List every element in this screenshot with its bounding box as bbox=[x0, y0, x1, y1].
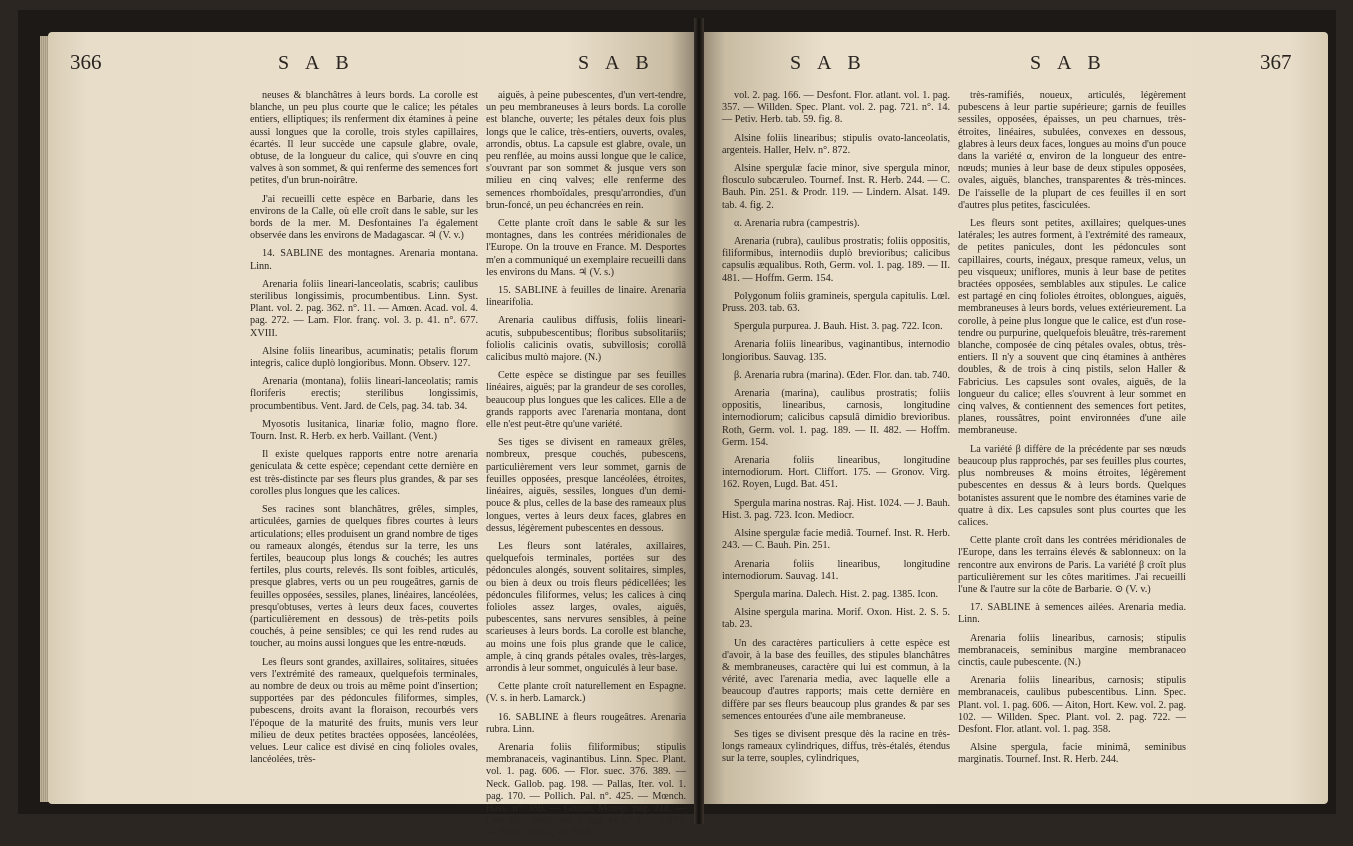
paragraph: Arenaria foliis linearibus, longitudine internodiorum. Hort. Cliffort. 175. — Gronov. Virg. 162. Royen, Lugd. Bat. 451. bbox=[722, 455, 950, 491]
paragraph: très-ramifiés, noueux, articulés, légèrement pubescens à leur partie supérieure; garnis de feuilles sessiles, opposées, épaisses, un peu charnues, très-étroites, linéaires, subulées, convexes en dessous, glabres à leurs deux faces, longues au moins d'un pouce dans la variété α, environ de la longueur des entre-nœuds; munies à leur base de deux stipules opposées, ovales, aiguës, blanches, transparentes & très-minces. De l'aisselle de la plupart de ces feuilles il en sort d'autres plus petites, fasciculées. bbox=[958, 90, 1186, 211]
paragraph: Alsine foliis linearibus; stipulis ovato-lanceolatis, argenteis. Haller, Helv. n°. 872. bbox=[722, 132, 950, 156]
left-page-column-1 bbox=[250, 90, 478, 772]
page-number: 366 bbox=[70, 50, 102, 74]
paragraph: Arenaria caulibus diffusis, foliis lineari-acutis, subpubescentibus; floribus subsolitariis; foliolis calicinis ovatis, subvillosis; corollâ calicibus multò majore. (N.) bbox=[486, 315, 686, 364]
paragraph: Spergula marina nostras. Raj. Hist. 1024. — J. Bauh. Hist. 3. pag. 723. Icon. Mediocr. bbox=[722, 497, 950, 521]
paragraph: 16. SABLINE à fleurs rougeâtres. Arenaria rubra. Linn. bbox=[486, 711, 686, 735]
running-head: S A B bbox=[578, 52, 655, 74]
page-number: 367 bbox=[1260, 50, 1292, 74]
paragraph: Ses tiges se divisent en rameaux grêles, nombreux, presque couchés, pubescens, particulièrement vers leur sommet, garnis de feuilles opposées, presque lancéolées, étroites, linéaires, aiguës, sessiles, longues d'un demi-pouce & plus, celles de la base des rameaux plus longues, vertes à leurs deux faces, glabres en dessus, légèrement pubescentes en dessous. bbox=[486, 437, 686, 534]
book-spine bbox=[694, 18, 704, 824]
book-spread bbox=[18, 10, 1336, 839]
paragraph: Les fleurs sont grandes, axillaires, solitaires, situées vers l'extrémité des rameaux, quelquefois terminales, au nombre de deux ou trois au même point d'insertion; supportées par des pédoncules filiformes, simples, pubescens, droits avant la floraison, recourbés vers l'époque de la maturité des fruits, munis vers leur milieu de deux petites bractées opposées, lancéolées, velues. Leur calice est divisé en cinq folioles ovales, lancéolées, très- bbox=[250, 656, 478, 766]
paragraph: Alsine spergulæ facie mediâ. Tournef. Inst. R. Herb. 243. — C. Bauh. Pin. 251. bbox=[722, 528, 950, 552]
paragraph: 15. SABLINE à feuilles de linaire. Arenaria linearifolia. bbox=[486, 285, 686, 309]
paragraph: Il existe quelques rapports entre notre arenaria geniculata & cette espèce; cependant cette dernière en est très-distincte par ses fleurs plus grandes, & par ses corolles plus longues que les calices. bbox=[250, 449, 478, 497]
paragraph: Spergula purpurea. J. Bauh. Hist. 3. pag. 722. Icon. bbox=[734, 321, 943, 333]
paragraph: Arenaria (marina), caulibus prostratis; foliis oppositis, linearibus, carnosis, longitudine internodiorum; calicibus capsulâ dimidio brevioribus. Roth, Germ. vol. 1. pag. 189. — II. 482. — Hoffm. Germ. 154. bbox=[722, 388, 950, 448]
left-page-column-2 bbox=[486, 90, 686, 846]
paragraph: Myosotis lusitanica, linariæ folio, magno flore. Tourn. Inst. R. Herb. ex herb. Vaillant. (Vent.) bbox=[250, 418, 478, 443]
paragraph: aiguës, à peine pubescentes, d'un vert-tendre, un peu membraneuses à leurs bords. La corolle est blanche, ouverte; les pétales deux fois plus longs que le calice, très-entiers, ouverts, ovales, arrondis, obtus. La capsule est glabre, ovale, un peu renflée, au moins aussi longue que le calice, s'ouvrant par son sommet & jusque vers son milieu en cinq valves; elle renferme des semences rhomboïdales, presqu'arrondies, d'un brun-foncé, un peu échancrées en rein. bbox=[486, 90, 686, 211]
paragraph: Un des caractères particuliers à cette espèce est d'avoir, à la base des feuilles, des stipules blanchâtres & membraneuses, caractère qui lui est commun, à la vérité, avec l'arenaria media, avec laquelle elle a beaucoup d'autres rapports; mais cette dernière en diffère par ses fleurs beaucoup plus grandes & par ses semences entourées d'une aile membraneuse. bbox=[722, 637, 950, 722]
right-page-header bbox=[700, 50, 1328, 80]
left-page-header bbox=[48, 50, 696, 80]
paragraph: Arenaria (montana), foliis lineari-lanceolatis; ramis floriferis erectis; sterilibus longissimis, procumbentibus. Vent. Jard. de Cels, pag. 34. tab. 34. bbox=[250, 376, 478, 412]
paragraph: α. Arenaria rubra (campestris). bbox=[734, 217, 860, 229]
paragraph: Cette espèce se distingue par ses feuilles linéaires, aiguës; par la grandeur de ses corolles, beaucoup plus longues que les calices. Elle a de grands rapports avec l'arenaria montana, dont elle n'est peut-être qu'une variété. bbox=[486, 370, 686, 431]
right-page bbox=[700, 32, 1328, 804]
running-head: S A B bbox=[790, 52, 867, 74]
paragraph: Ses racines sont blanchâtres, grêles, simples, articulées, garnies de quelques fibres courtes à leurs articulations; elles produisent un grand nombre de tiges ou rameaux alongés, étendus sur la terre, les uns fertiles, beaucoup plus longs & couchés; les autres fertiles, plus courts, relevés. Ils sont foibles, articulés, presque glabres, verts ou un peu rougeâtres, garnis de feuilles opposées, sessiles, planes, linéaires, lancéolées, presqu'obtuses, vertes à leurs deux faces, couvertes (particulièrement en dessous) de très-petits poils couchés, à peine sensibles; ce qui les rend rudes au toucher, au moins aussi longues que les entre-nœuds. bbox=[250, 504, 478, 650]
paragraph: Les fleurs sont petites, axillaires; quelques-unes latérales; les autres forment, à l'extrémité des rameaux, de petites panicules, dont les pédoncules sont capillaires, courts, inégaux, presque rameux, velus, un peu visqueux; uniflores, munis à leur base de petites bractées opposées, semblables aux stipules. Le calice est partagé en cinq folioles étroites, oblongues, aiguës, membraneuses à leurs bords, velues extérieurement. La corolle, à peine plus longue que le calice, est d'un rose-tendre ou purpurine, quelquefois bleuâtre, très-rarement blanche, composée de cinq pétales ovales, obtus, très-entiers. Il n'y a souvent que cinq étamines à anthères doubles, & de trois à cinq pistils, selon Haller & Fabricius. Les capsules sont ovales, aiguës, de la longueur du calice; elles s'ouvrent à leur sommet en cinq valves, & contiennent des semences fort petites, planes, roussâtres, point environnées d'une aile membraneuse. bbox=[958, 218, 1186, 437]
paragraph: La variété β diffère de la précédente par ses nœuds beaucoup plus rapprochés, par ses feuilles plus courtes, plus nombreuses & moins étroites, légèrement pubescentes en dessus & à leurs bords. Quelques botanistes assurent que le nombre des étamines varie de quatre à dix. Les capsules sont plus courtes que les calices. bbox=[958, 443, 1186, 528]
paragraph: Arenaria foliis linearibus, vaginantibus, internodio longioribus. Sauvag. 135. bbox=[722, 339, 950, 363]
paragraph: Polygonum foliis gramineis, spergula capitulis. Lœl. Pruss. 203. tab. 63. bbox=[722, 290, 950, 315]
paragraph: Arenaria foliis filiformibus; stipulis membranaceis, vaginantibus. Linn. Spec. Plant. vol. 1. pag. 606. — Flor. suec. 376. 389. — Neck. Gallob. pag. 198. — Pallas, Iter. vol. 1. pag. 170. — Pollich. Pal. n°. 425. — Mœnch. Hass. n°. 359. — Gouan, Monsp. pag. 218. — Lam. Flor. franç. vol. 3. pag. 44. n°. 677. XXVI. — Poiret, Voyag. en Barb. bbox=[486, 741, 686, 839]
running-head: S A B bbox=[278, 52, 355, 74]
right-page-column-1 bbox=[722, 90, 950, 772]
paragraph: β. Arenaria rubra (marina). Œder. Flor. dan. tab. 740. bbox=[734, 369, 950, 381]
paragraph: Arenaria (rubra), caulibus prostratis; foliis oppositis, filiformibus, internodiis duplò brevioribus; calicibus capsulis æqualibus. Roth, Germ. vol. 1. pag. 189. — II. 481. — Hoffm. Germ. 154. bbox=[722, 236, 950, 284]
paragraph: J'ai recueilli cette espèce en Barbarie, dans les environs de la Calle, où elle croît dans le sable, sur les bords de la mer. M. Desfontaines l'a également observée dans les environs de Madagascar. ♃ (V. v.) bbox=[250, 193, 478, 242]
paragraph: vol. 2. pag. 166. — Desfont. Flor. atlant. vol. 1. pag. 357. — Willden. Spec. Plant. vol. 2. pag. 721. n°. 14. — Petiv. Herb. tab. 59. fig. 8. bbox=[722, 90, 950, 126]
paragraph: Arenaria foliis linearibus, longitudine internodiorum. Sauvag. 141. bbox=[722, 558, 950, 582]
paragraph: neuses & blanchâtres à leurs bords. La corolle est blanche, un peu plus courte que le calice; les pétales entiers, elliptiques; ils renferment dix étamines à peine aussi longues que la corolle, trois styles capillaires, écartés. Il leur succède une capsule glabre, ovale, obtuse, de la longueur du calice, qui s'ouvre en cinq valves à son sommet, & qui renferme des semences fort petites, d'un brun-noirâtre. bbox=[250, 90, 478, 187]
paragraph: Alsine spergulæ facie minor, sive spergula minor, flosculo subcæruleo. Tournef. Inst. R. Herb. 244. — C. Bauh. Pin. 251. & Prodr. 119. — Lindern. Alsat. 149. tab. 4. fig. 2. bbox=[722, 163, 950, 211]
paragraph: Ses tiges se divisent presque dès la racine en très-longs rameaux cylindriques, diffus, très-étalés, étendus sur la terre, souples, cylindriques, bbox=[722, 728, 950, 765]
paragraph: Arenaria foliis lineari-lanceolatis, scabris; caulibus sterilibus longissimis, procumbentibus. Linn. Syst. Plant. vol. 2. pag. 362. n°. 11. — Amœn. Acad. vol. 4. pag. 272. — Lam. Flor. franç. vol. 3. p. 41. n°. 677. XVIII. bbox=[250, 278, 478, 339]
paragraph: Arenaria foliis linearibus, carnosis; stipulis membranaceis, caulibus pubescentibus. Linn. Spec. Plant. vol. 1. pag. 606. — Aiton, Hort. Kew. vol. 2. pag. 102. — Willden. Spec. Plant. vol. 2. pag. 722. — Desfont. Flor. atlant. vol. 1. pag. 358. bbox=[958, 675, 1186, 735]
left-page bbox=[48, 32, 696, 839]
paragraph: Alsine foliis linearibus, acuminatis; petalis florum integris, calice duplò longioribus. Monn. Observ. 127. bbox=[250, 345, 478, 370]
paragraph: Cette plante croît dans les contrées méridionales de l'Europe, dans les terrains élevés & sablonneux: on la rencontre aux environs de Paris. La variété β croît plus particulièrement sur les côtes maritimes. J'ai recueilli l'une & l'autre sur la côte de Barbarie. ⊙ (V. v.) bbox=[958, 535, 1186, 595]
paragraph: Spergula marina. Dalech. Hist. 2. pag. 1385. Icon. bbox=[734, 588, 939, 600]
paragraph: Cette plante croît naturellement en Espagne. (V. s. in herb. Lamarck.) bbox=[486, 681, 686, 705]
paragraph: Les fleurs sont latérales, axillaires, quelquefois terminales, portées sur des pédoncules alongés, souvent solitaires, simples, ou bien à deux ou trois fleurs pédicellées; les pédoncules filiformes, velus; les calices à cinq folioles assez larges, ovales, aiguës, pubescentes, sans nervures sensibles, à peine scarieuses à leurs bords. La corolle est blanche, au moins une fois plus grande que le calice, ample, à cinq grands pétales ovales, très-larges, arrondis à leur sommet, onguiculés à leur base. bbox=[486, 540, 686, 674]
paragraph: Cette plante croît dans le sable & sur les montagnes, dans les contrées méridionales de l'Europe. On la trouve en France. M. Desportes m'en a communiqué un exemplaire recueilli dans les environs du Mans. ♃ (V. s.) bbox=[486, 218, 686, 278]
paragraph: Arenaria foliis linearibus, carnosis; stipulis membranaceis, seminibus margine membranaceo cinctis, caule pubescente. (N.) bbox=[958, 632, 1186, 668]
paragraph: Alsine spergula marina. Morif. Oxon. Hist. 2. S. 5. tab. 23. bbox=[722, 607, 950, 631]
paragraph: 14. SABLINE des montagnes. Arenaria montana. Linn. bbox=[250, 248, 478, 272]
paragraph: Alsine spergula, facie minimâ, seminibus marginatis. Tournef. Inst. R. Herb. 244. bbox=[958, 742, 1186, 766]
right-page-column-2 bbox=[958, 90, 1186, 773]
paragraph: 17. SABLINE à semences ailées. Arenaria media. Linn. bbox=[958, 602, 1186, 626]
running-head: S A B bbox=[1030, 52, 1107, 74]
